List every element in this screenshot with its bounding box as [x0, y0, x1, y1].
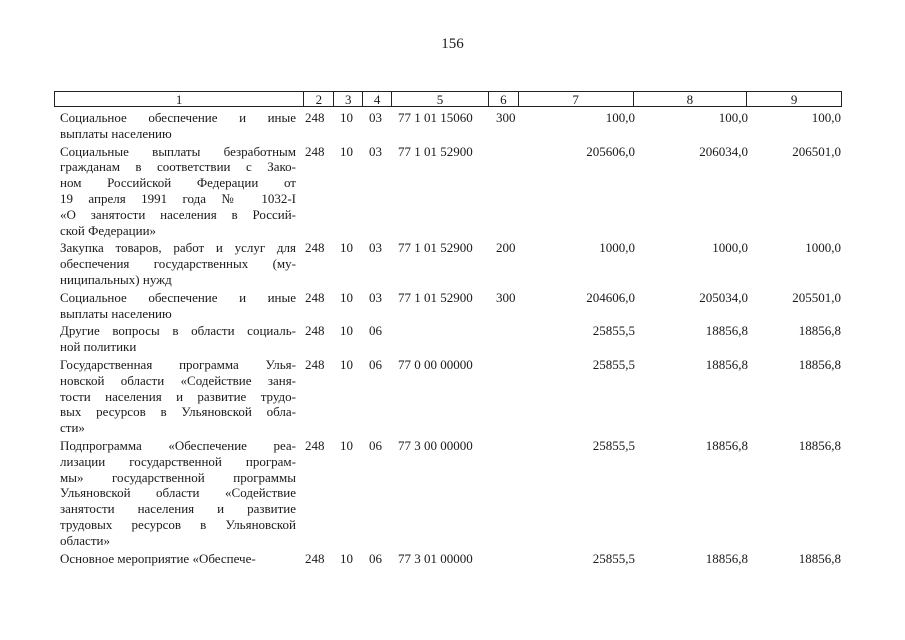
cell-col-4: 06 — [369, 356, 382, 372]
cell-col-9: 1000,0 — [805, 240, 841, 256]
cell-col-4: 03 — [369, 240, 382, 256]
header-col-4: 4 — [363, 92, 392, 106]
cell-col-8: 100,0 — [718, 110, 748, 125]
row-name-line: занятости населения и развитие — [60, 501, 296, 517]
cell-col-4: 03 — [369, 289, 382, 305]
cell-col-2: 248 — [305, 437, 325, 453]
cell-col-2: 248 — [305, 550, 325, 566]
row-name-line: ниципальных) нужд — [60, 271, 172, 287]
row-name-line: Социальное обеспечение и иные — [60, 110, 296, 125]
cell-col-4: 03 — [369, 110, 382, 125]
cell-col-2: 248 — [305, 143, 325, 159]
row-name-line: обеспечения государственных (му- — [60, 256, 296, 272]
row-name-line: Социальное обеспечение и иные — [60, 289, 296, 305]
cell-col-6: 200 — [496, 240, 516, 256]
cell-col-7: 100,0 — [605, 110, 635, 125]
row-name-line: Закупка товаров, работ и услуг для — [60, 240, 296, 256]
row-name-line: Подпрограмма «Обеспечение реа- — [60, 437, 296, 453]
table-row — [0, 144, 905, 239]
row-name-line: «О занятости населения в Россий- — [60, 206, 296, 222]
cell-col-7: 25855,5 — [592, 550, 635, 566]
cell-col-3: 10 — [340, 550, 353, 566]
row-name-cell — [60, 290, 296, 322]
cell-col-8: 18856,8 — [705, 550, 748, 566]
cell-col-5: 77 0 00 00000 — [398, 356, 473, 372]
cell-col-2: 248 — [305, 110, 325, 125]
row-name-line: выплаты населению — [60, 125, 172, 141]
table-row — [0, 438, 905, 549]
cell-col-6: 300 — [496, 110, 516, 125]
table-row — [0, 240, 905, 287]
cell-col-9: 205501,0 — [792, 289, 841, 305]
row-name-line: мы» государственной программы — [60, 469, 296, 485]
cell-col-5: 77 1 01 52900 — [398, 240, 473, 256]
cell-col-5: 77 1 01 52900 — [398, 143, 473, 159]
table-row — [0, 290, 905, 322]
table-body — [0, 110, 905, 568]
cell-col-8: 18856,8 — [705, 323, 748, 339]
row-name-line: Социальные выплаты безработным — [60, 143, 296, 159]
cell-col-3: 10 — [340, 289, 353, 305]
row-name-line: Государственная программа Улья- — [60, 356, 296, 372]
cell-col-9: 18856,8 — [798, 323, 841, 339]
header-col-2: 2 — [304, 92, 334, 106]
table-row — [0, 323, 905, 355]
cell-col-7: 25855,5 — [592, 323, 635, 339]
header-col-5: 5 — [392, 92, 489, 106]
cell-col-2: 248 — [305, 240, 325, 256]
row-name-line: вых ресурсов в Ульяновской обла- — [60, 404, 296, 420]
cell-col-8: 206034,0 — [699, 143, 748, 159]
cell-col-9: 18856,8 — [798, 356, 841, 372]
cell-col-8: 205034,0 — [699, 289, 748, 305]
row-name-line: трудовых ресурсов в Ульяновской — [60, 516, 296, 532]
header-col-7: 7 — [519, 92, 634, 106]
row-name-cell — [60, 240, 296, 287]
row-name-cell — [60, 110, 296, 142]
cell-col-5: 77 1 01 15060 — [398, 110, 473, 125]
cell-col-3: 10 — [340, 143, 353, 159]
cell-col-5: 77 1 01 52900 — [398, 289, 473, 305]
row-name-line: ном Российской Федерации от — [60, 175, 296, 191]
row-name-line: тости населения и развитие трудо- — [60, 388, 296, 404]
row-name-cell — [60, 323, 296, 355]
row-name-line: Ульяновской области «Содействие — [60, 485, 296, 501]
header-col-9: 9 — [790, 92, 798, 107]
cell-col-9: 206501,0 — [792, 143, 841, 159]
cell-col-3: 10 — [340, 240, 353, 256]
row-name-line: выплаты населению — [60, 305, 172, 321]
row-name-line: области» — [60, 532, 110, 548]
row-name-line: ской Федерации» — [60, 222, 157, 238]
table-row — [0, 551, 905, 567]
cell-col-3: 10 — [340, 110, 353, 125]
cell-col-7: 205606,0 — [586, 143, 635, 159]
header-col-8: 8 — [634, 92, 748, 106]
row-name-line: ной политики — [60, 339, 137, 355]
table-row — [0, 357, 905, 436]
cell-col-7: 25855,5 — [592, 437, 635, 453]
cell-col-9: 18856,8 — [798, 437, 841, 453]
cell-col-7: 1000,0 — [599, 240, 635, 256]
cell-col-3: 10 — [340, 323, 353, 339]
cell-col-4: 06 — [369, 437, 382, 453]
cell-col-7: 25855,5 — [592, 356, 635, 372]
cell-col-9: 100,0 — [811, 110, 841, 125]
cell-col-6: 300 — [496, 289, 516, 305]
row-name-line: лизации государственной програм- — [60, 453, 296, 469]
cell-col-7: 204606,0 — [586, 289, 635, 305]
cell-col-8: 18856,8 — [705, 437, 748, 453]
cell-col-8: 18856,8 — [705, 356, 748, 372]
row-name-line: сти» — [60, 420, 85, 436]
cell-col-4: 06 — [369, 323, 382, 339]
header-col-3: 3 — [334, 92, 363, 106]
row-name-cell — [60, 438, 296, 549]
header-col-1: 1 — [55, 92, 304, 106]
row-name-line: Основное мероприятие «Обеспече- — [60, 550, 256, 566]
cell-col-2: 248 — [305, 289, 325, 305]
page-number: 156 — [441, 36, 464, 52]
row-name-line: Другие вопросы в области социаль- — [60, 323, 296, 339]
cell-col-3: 10 — [340, 356, 353, 372]
cell-col-2: 248 — [305, 323, 325, 339]
cell-col-9: 18856,8 — [798, 550, 841, 566]
row-name-cell — [60, 357, 296, 436]
cell-col-8: 1000,0 — [712, 240, 748, 256]
row-name-cell — [60, 551, 296, 567]
row-name-line: гражданам в соответствии с Зако- — [60, 159, 296, 175]
table-header-row — [54, 91, 842, 107]
cell-col-3: 10 — [340, 437, 353, 453]
cell-col-5: 77 3 01 00000 — [398, 550, 473, 566]
cell-col-5: 77 3 00 00000 — [398, 437, 473, 453]
row-name-line: новской области «Содействие заня- — [60, 372, 296, 388]
row-name-cell — [60, 144, 296, 239]
cell-col-4: 03 — [369, 143, 382, 159]
row-name-line: 19 апреля 1991 года № 1032-I — [60, 190, 296, 206]
header-col-6: 6 — [489, 92, 519, 106]
cell-col-4: 06 — [369, 550, 382, 566]
cell-col-2: 248 — [305, 356, 325, 372]
table-row — [0, 110, 905, 142]
